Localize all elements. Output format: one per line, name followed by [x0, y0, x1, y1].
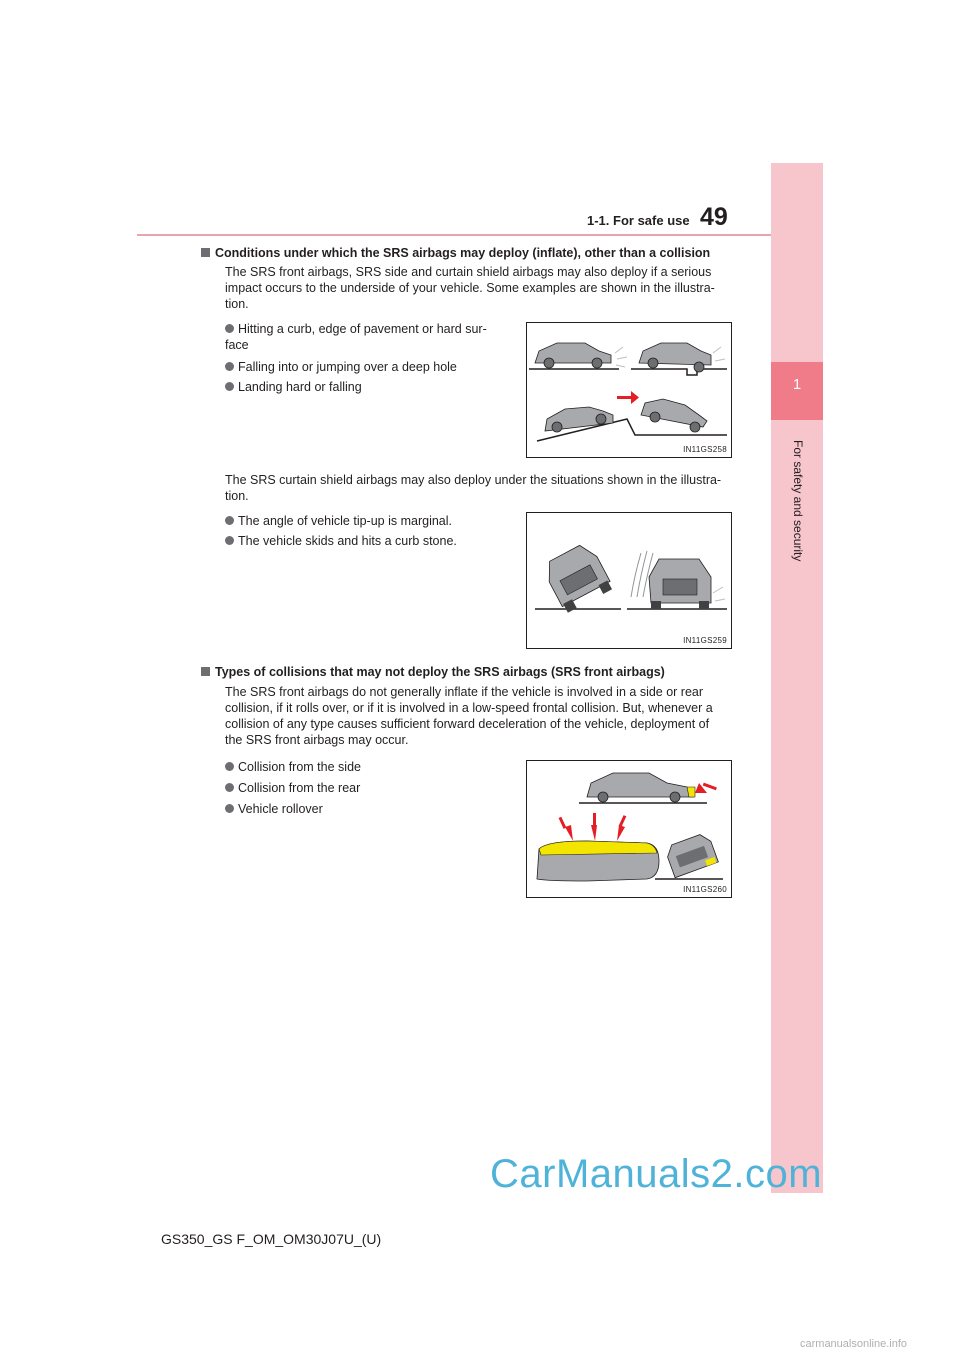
bullet-item	[225, 801, 515, 817]
bullet-text: Landing hard or falling	[238, 380, 362, 394]
chapter-title	[771, 440, 823, 600]
bullet-item	[225, 321, 515, 353]
figure3-code: IN11GS260	[683, 885, 727, 894]
bullet-dot-icon	[225, 536, 234, 545]
figure1-illustration	[527, 323, 731, 457]
bullet-text: The vehicle skids and hits a curb stone.	[238, 534, 457, 548]
bullet-text: Collision from the side	[238, 760, 361, 774]
header-section-title: 1-1. For safe use	[587, 213, 690, 228]
para-line: collision of any type causes sufficient forward deceleration of the vehicle, deployment of	[225, 717, 710, 731]
section2-heading-text: Types of collisions that may not deploy the SRS airbags (SRS front airbags)	[215, 665, 665, 679]
bullet-item	[225, 513, 515, 529]
heading-square-icon	[201, 248, 210, 257]
bullet-item	[225, 780, 515, 796]
bullet-item	[225, 759, 515, 775]
chapter-number: 1	[792, 376, 802, 393]
bullet-item	[225, 533, 515, 549]
section1-heading-text: Conditions under which the SRS airbags may deploy (inflate), other than a collision	[215, 246, 711, 260]
bullet-dot-icon	[225, 324, 234, 333]
bullet-dot-icon	[225, 762, 234, 771]
bullet-dot-icon	[225, 783, 234, 792]
section1-heading	[201, 245, 761, 261]
header-rule	[137, 234, 823, 236]
watermark-secondary: carmanualsonline.info	[800, 1338, 908, 1350]
bullet-item	[225, 359, 515, 375]
para-line: the SRS front airbags may occur.	[225, 733, 409, 747]
footer-doc-id: GS350_GS F_OM_OM30J07U_(U)	[161, 1231, 382, 1247]
para-line: impact occurs to the underside of your vehicle. Some examples are shown in the illustra-	[225, 281, 715, 295]
bullet-text: Collision from the rear	[238, 781, 361, 795]
bullet-text: Hitting a curb, edge of pavement or hard sur- face	[225, 322, 487, 352]
figure-tip-up-skid	[526, 512, 732, 649]
watermark-logo: CarManuals2.com	[490, 1152, 823, 1196]
bullet-text: Falling into or jumping over a deep hole	[238, 360, 457, 374]
red-arrow-icon	[617, 391, 639, 404]
figure1-code: IN11GS258	[683, 445, 727, 454]
para-line: The SRS curtain shield airbags may also deploy under the situations shown in the illustra-	[225, 473, 722, 487]
bullet-dot-icon	[225, 382, 234, 391]
red-arrow-icon	[559, 813, 627, 841]
bullet-dot-icon	[225, 804, 234, 813]
bullet-item	[225, 379, 515, 395]
red-arrow-icon	[695, 783, 717, 793]
figure-curb-hole-landing	[526, 322, 732, 458]
bullet-text: Vehicle rollover	[238, 802, 323, 816]
section2-paragraph	[225, 684, 745, 748]
chapter-title-text: For safety and security	[791, 440, 805, 562]
figure2-code: IN11GS259	[683, 636, 727, 645]
section1-paragraph-2	[225, 472, 745, 504]
para-line: collision, if it rolls over, or if it is involved in a low-speed frontal collision. But, whenever a	[225, 701, 713, 715]
para-line: The SRS front airbags, SRS side and curtain shield airbags may also deploy if a serious	[225, 265, 712, 279]
para-line: tion.	[225, 489, 249, 503]
para-line: tion.	[225, 297, 249, 311]
figure2-illustration	[527, 513, 731, 648]
figure-side-rear-rollover	[526, 760, 732, 898]
bullet-text: The angle of vehicle tip-up is marginal.	[238, 514, 453, 528]
section1-paragraph	[225, 264, 745, 312]
heading-square-icon	[201, 667, 210, 676]
para-line: The SRS front airbags do not generally inflate if the vehicle is involved in a side or rear	[225, 685, 704, 699]
figure3-illustration	[527, 761, 731, 897]
bullet-dot-icon	[225, 516, 234, 525]
side-band	[771, 163, 823, 1193]
section2-heading	[201, 664, 761, 680]
page-number: 49	[700, 203, 728, 231]
bullet-dot-icon	[225, 362, 234, 371]
